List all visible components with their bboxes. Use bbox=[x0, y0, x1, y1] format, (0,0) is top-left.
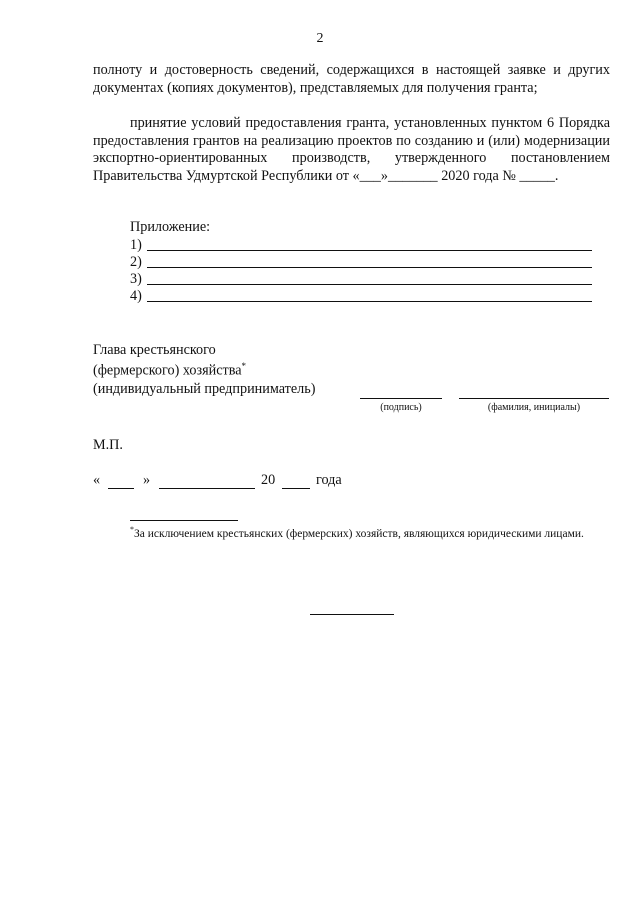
stamp-place: М.П. bbox=[93, 437, 123, 453]
date-line bbox=[93, 472, 373, 492]
appendix-item bbox=[130, 288, 592, 305]
appendix-fill-line bbox=[147, 301, 592, 302]
page-number: 2 bbox=[316, 31, 324, 46]
end-of-document-rule bbox=[310, 614, 394, 615]
signatory-title-line: (индивидуальный предприниматель) bbox=[93, 381, 316, 397]
date-close-quote: » bbox=[143, 472, 151, 488]
appendix-item bbox=[130, 271, 592, 288]
signatory-title-text: (фермерского) хозяйства bbox=[93, 362, 242, 379]
appendix-fill-line bbox=[147, 250, 592, 251]
year-blank bbox=[282, 488, 310, 489]
footnote-text: За исключением крестьянских (фермерских) хозяйств, являющихся юридическими лицами. bbox=[134, 527, 584, 540]
appendix-item-number: 1) bbox=[130, 237, 142, 253]
date-open-quote: « bbox=[93, 472, 101, 488]
appendix-title: Приложение: bbox=[130, 219, 211, 235]
signature-caption: (подпись) bbox=[380, 402, 422, 413]
month-blank bbox=[159, 488, 255, 489]
name-caption: (фамилия, инициалы) bbox=[487, 402, 581, 413]
appendix-item bbox=[130, 237, 592, 254]
footnote-mark: * bbox=[241, 361, 247, 371]
signature-line bbox=[360, 398, 442, 399]
paragraph-grant-conditions: принятие условий предоставления гранта, установленных пунктом 6 Порядка предоставления грантов на реализацию проектов по созданию и (или) модернизации экспортно-ориентированных производств, утвержденного постановлением Правительства Удмуртской Республики от «___»_______ 2020 года № _____. bbox=[93, 115, 610, 184]
name-line bbox=[459, 398, 609, 399]
footnote bbox=[93, 522, 610, 542]
footnote-mark: * bbox=[130, 525, 134, 534]
year-suffix: года bbox=[316, 472, 342, 488]
appendix-item-number: 3) bbox=[130, 271, 142, 287]
appendix-fill-line bbox=[147, 284, 592, 285]
signatory-title-line bbox=[93, 361, 246, 380]
appendix-item-number: 4) bbox=[130, 288, 142, 304]
appendix-item bbox=[130, 254, 592, 271]
paragraph-completeness: полноту и достоверность сведений, содержащихся в настоящей заявке и других документах (копиях документов), представляемых для получения гранта; bbox=[93, 62, 610, 96]
footnote-separator bbox=[130, 520, 238, 521]
appendix-item-number: 2) bbox=[130, 254, 142, 270]
signatory-title-line: Глава крестьянского bbox=[93, 342, 216, 358]
day-blank bbox=[108, 488, 134, 489]
appendix-fill-line bbox=[147, 267, 592, 268]
year-prefix: 20 bbox=[261, 472, 276, 488]
